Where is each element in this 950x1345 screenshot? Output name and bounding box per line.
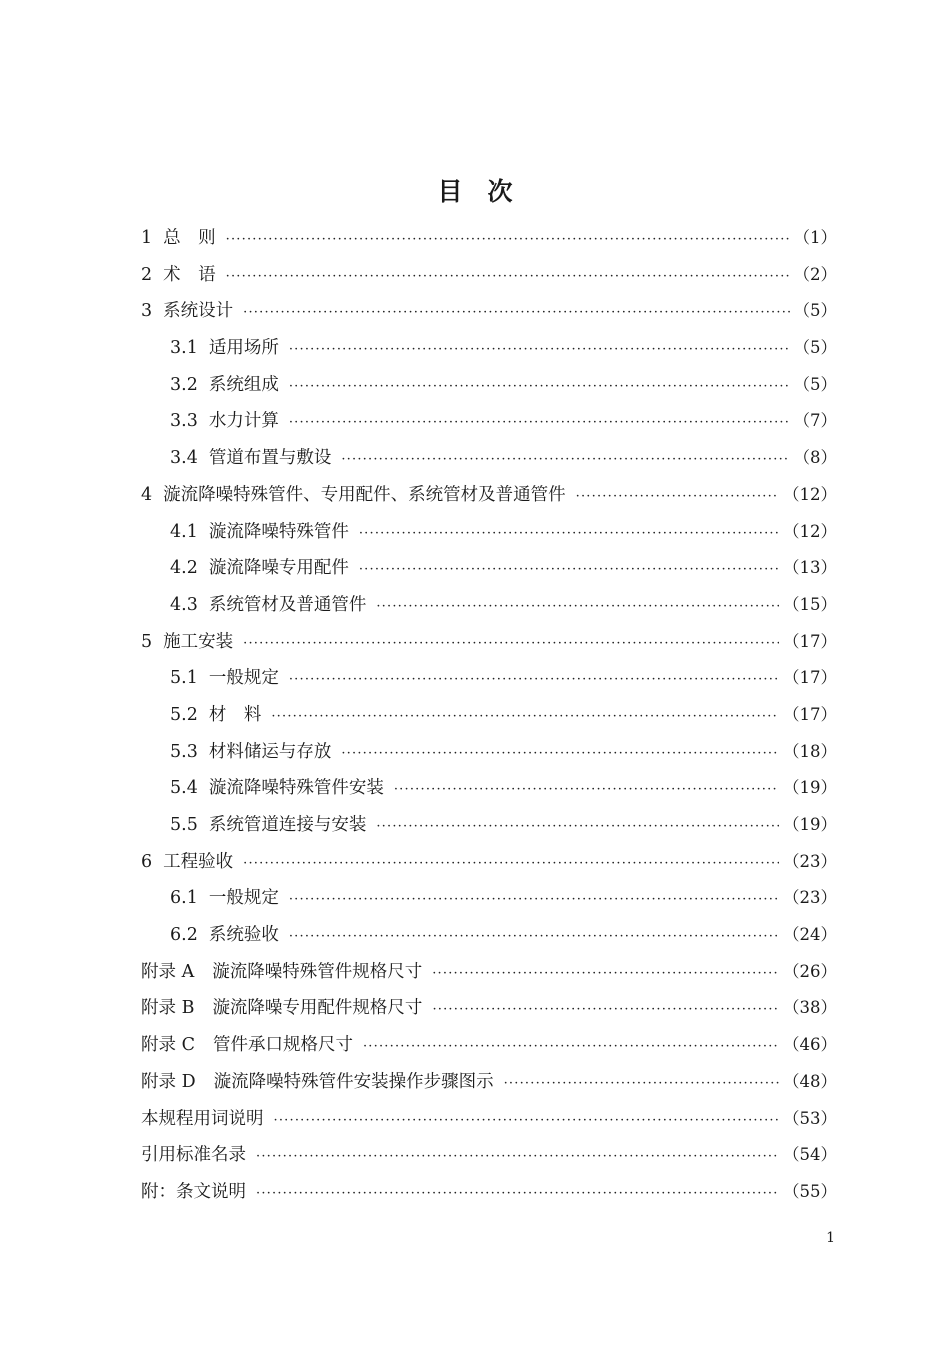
- toc-entry[interactable]: [141, 880, 837, 917]
- toc-entry-number: 4: [141, 484, 153, 505]
- toc-entry-title: [170, 880, 279, 917]
- toc-entry-page: （19）: [783, 778, 837, 798]
- toc-entry-label: 引用标准名录: [141, 1145, 246, 1166]
- dot-leader: [432, 956, 779, 993]
- toc-entry-number: 附录 D: [141, 1071, 196, 1092]
- dot-leader: [289, 919, 779, 956]
- toc-entry-number: 5.2: [170, 704, 198, 725]
- toc-entry-page: （26）: [783, 961, 837, 981]
- toc-entry[interactable]: [141, 807, 837, 844]
- dot-leader: [363, 1029, 779, 1066]
- toc-entry-page: （17）: [783, 631, 837, 651]
- toc-entry-page: （12）: [783, 521, 837, 541]
- dot-leader: [376, 809, 779, 846]
- toc-entry-number: 4.2: [170, 558, 198, 579]
- dot-leader: [243, 295, 789, 332]
- toc-entry-page: （15）: [783, 594, 837, 614]
- table-of-contents: [141, 220, 837, 1211]
- toc-entry-page: （8）: [793, 448, 837, 468]
- toc-entry-number: 3.1: [170, 338, 198, 359]
- toc-entry[interactable]: [141, 697, 837, 734]
- toc-entry-label: 系统管道连接与安装: [208, 815, 367, 835]
- toc-entry-title: [170, 770, 384, 807]
- dot-leader: [226, 259, 790, 296]
- toc-entry-title: [141, 844, 233, 881]
- dot-leader: [432, 992, 779, 1029]
- toc-entry-page: （55）: [783, 1181, 837, 1201]
- toc-entry-label: 漩流降噪特殊管件: [208, 521, 349, 542]
- toc-entry[interactable]: [141, 477, 837, 514]
- toc-entry-page: （5）: [793, 301, 837, 321]
- toc-entry[interactable]: [141, 990, 837, 1027]
- toc-entry-page: （23）: [783, 888, 837, 908]
- toc-entry-page: （53）: [783, 1108, 837, 1128]
- toc-entry-title: [141, 990, 422, 1027]
- toc-entry-number: 4.1: [170, 521, 198, 542]
- toc-entry-label: 系统管材及普通管件: [208, 594, 367, 615]
- toc-entry[interactable]: [141, 514, 837, 551]
- toc-entry-number: 3: [141, 301, 153, 322]
- toc-entry[interactable]: [141, 257, 837, 294]
- toc-entry-label: 总 则: [163, 228, 216, 248]
- dot-leader: [359, 516, 779, 553]
- dot-leader: [256, 1176, 779, 1213]
- toc-entry-label: 管道布置与敷设: [208, 448, 332, 469]
- toc-entry-title: [141, 1174, 246, 1211]
- toc-entry[interactable]: [141, 844, 837, 881]
- toc-entry[interactable]: [141, 220, 837, 257]
- toc-entry-title: [141, 954, 422, 991]
- toc-entry-title: [141, 1101, 264, 1138]
- toc-entry-page: （46）: [783, 1035, 837, 1055]
- toc-entry-page: （13）: [783, 558, 837, 578]
- toc-entry[interactable]: [141, 1027, 837, 1064]
- toc-entry-title: [170, 660, 279, 697]
- toc-entry-number: 5.1: [170, 668, 198, 689]
- toc-entry-label: 漩流降噪特殊管件、专用配件、系统管材及普通管件: [163, 484, 566, 505]
- toc-entry-number: 3.3: [170, 411, 198, 432]
- toc-entry-label: 术 语: [163, 264, 216, 285]
- toc-entry-title: [141, 477, 566, 514]
- toc-entry[interactable]: [141, 330, 837, 367]
- dot-leader: [359, 552, 779, 589]
- dot-leader: [243, 846, 779, 883]
- toc-entry-number: 5.4: [170, 778, 198, 799]
- toc-entry-page: （1）: [793, 228, 837, 247]
- dot-leader: [289, 882, 779, 919]
- toc-entry-title: [141, 220, 216, 257]
- toc-entry[interactable]: [141, 403, 837, 440]
- dot-leader: [256, 1139, 779, 1176]
- toc-entry-number: 附录 C: [141, 1035, 195, 1056]
- toc-entry-page: （12）: [783, 484, 837, 504]
- toc-entry-page: （18）: [783, 741, 837, 761]
- toc-entry[interactable]: [141, 440, 837, 477]
- toc-entry-page: （5）: [793, 374, 837, 394]
- dot-leader: [504, 1066, 779, 1103]
- toc-entry-number: 附录 A: [141, 961, 195, 982]
- toc-entry-page: （7）: [793, 411, 837, 431]
- toc-entry-number: 1: [141, 228, 153, 248]
- toc-entry-label: 一般规定: [208, 668, 279, 689]
- toc-entry-label: 系统设计: [163, 301, 234, 322]
- toc-entry[interactable]: [141, 734, 837, 771]
- toc-entry-label: 一般规定: [208, 888, 279, 909]
- toc-entry-label: 漩流降噪特殊管件安装操作步骤图示: [213, 1071, 494, 1092]
- toc-entry[interactable]: [141, 1064, 837, 1101]
- toc-entry-page: （17）: [783, 704, 837, 724]
- toc-entry-page: （17）: [783, 668, 837, 688]
- toc-entry-number: 5.3: [170, 741, 198, 762]
- toc-entry-number: 2: [141, 264, 153, 285]
- toc-entry[interactable]: [141, 293, 837, 330]
- toc-entry[interactable]: [141, 770, 837, 807]
- toc-entry-title: [141, 624, 233, 661]
- toc-entry-page: （48）: [783, 1071, 837, 1091]
- toc-entry[interactable]: [141, 917, 837, 954]
- toc-entry-page: （23）: [783, 851, 837, 871]
- toc-entry-title: [170, 330, 279, 367]
- toc-entry-title: [170, 367, 279, 404]
- dot-leader: [576, 479, 779, 516]
- toc-entry[interactable]: [141, 1174, 837, 1211]
- toc-entry-title: [141, 293, 233, 330]
- dot-leader: [271, 699, 779, 736]
- toc-entry-title: [170, 440, 331, 477]
- page-title: 目 次: [437, 177, 513, 206]
- toc-entry-number: 附录 B: [141, 998, 195, 1019]
- toc-entry-title: [141, 1137, 246, 1174]
- toc-entry-number: 6.2: [170, 925, 198, 946]
- toc-entry-label: 水力计算: [208, 411, 279, 432]
- toc-entry-title: [170, 734, 331, 771]
- toc-entry-label: 系统验收: [208, 925, 279, 946]
- toc-entry-number: 5.5: [170, 815, 198, 835]
- dot-leader: [274, 1103, 780, 1140]
- toc-entry-label: 材 料: [208, 704, 262, 725]
- toc-entry-page: （19）: [783, 815, 837, 834]
- dot-leader: [341, 442, 789, 479]
- toc-entry-title: [170, 587, 366, 624]
- toc-entry[interactable]: [141, 624, 837, 661]
- dot-leader: [289, 662, 779, 699]
- toc-entry-title: [170, 550, 349, 587]
- toc-entry-number: 3.2: [170, 374, 198, 395]
- toc-entry-title: [141, 1027, 353, 1064]
- toc-entry[interactable]: [141, 954, 837, 991]
- dot-leader: [376, 589, 779, 626]
- toc-entry-label: 附：条文说明: [141, 1181, 246, 1202]
- toc-entry-number: 4.3: [170, 594, 198, 615]
- toc-entry-title: [170, 697, 261, 734]
- toc-entry-page: （54）: [783, 1145, 837, 1165]
- toc-entry-label: 漩流降噪专用配件: [208, 558, 349, 579]
- toc-entry[interactable]: [141, 550, 837, 587]
- toc-entry-number: 6: [141, 851, 153, 872]
- toc-entry-label: 施工安装: [163, 631, 234, 652]
- toc-entry-label: 漩流降噪特殊管件规格尺寸: [212, 961, 423, 982]
- toc-entry[interactable]: [141, 660, 837, 697]
- toc-entry-page: （5）: [793, 338, 837, 358]
- dot-leader: [341, 736, 779, 773]
- toc-entry-label: 工程验收: [163, 851, 234, 872]
- dot-leader: [289, 332, 790, 369]
- toc-entry-title: [141, 257, 216, 294]
- toc-entry-page: （2）: [793, 264, 837, 284]
- toc-entry[interactable]: [141, 1137, 837, 1174]
- dot-leader: [289, 405, 790, 442]
- page-number: 1: [826, 1230, 835, 1246]
- toc-entry-title: [170, 403, 279, 440]
- toc-entry[interactable]: [141, 1101, 837, 1138]
- toc-entry-page: （24）: [783, 925, 837, 945]
- toc-entry-number: 3.4: [170, 448, 198, 469]
- toc-entry[interactable]: [141, 587, 837, 624]
- toc-entry-label: 管件承口规格尺寸: [212, 1035, 353, 1056]
- toc-entry-label: 漩流降噪特殊管件安装: [208, 778, 384, 799]
- toc-entry-title: [170, 514, 349, 551]
- toc-entry-label: 系统组成: [208, 374, 279, 395]
- dot-leader: [289, 369, 790, 406]
- toc-entry-title: [170, 917, 279, 954]
- toc-entry-label: 漩流降噪专用配件规格尺寸: [212, 998, 423, 1019]
- toc-entry-label: 本规程用词说明: [141, 1108, 264, 1129]
- toc-entry-page: （38）: [783, 998, 837, 1018]
- toc-entry-label: 材料储运与存放: [208, 741, 332, 762]
- dot-leader: [243, 626, 779, 663]
- toc-entry-number: 5: [141, 631, 153, 652]
- dot-leader: [394, 772, 779, 809]
- toc-entry-title: [141, 1064, 494, 1101]
- toc-entry-number: 6.1: [170, 888, 198, 909]
- toc-entry[interactable]: [141, 367, 837, 404]
- toc-entry-label: 适用场所: [208, 338, 279, 359]
- toc-entry-title: [170, 807, 366, 844]
- dot-leader: [226, 222, 790, 259]
